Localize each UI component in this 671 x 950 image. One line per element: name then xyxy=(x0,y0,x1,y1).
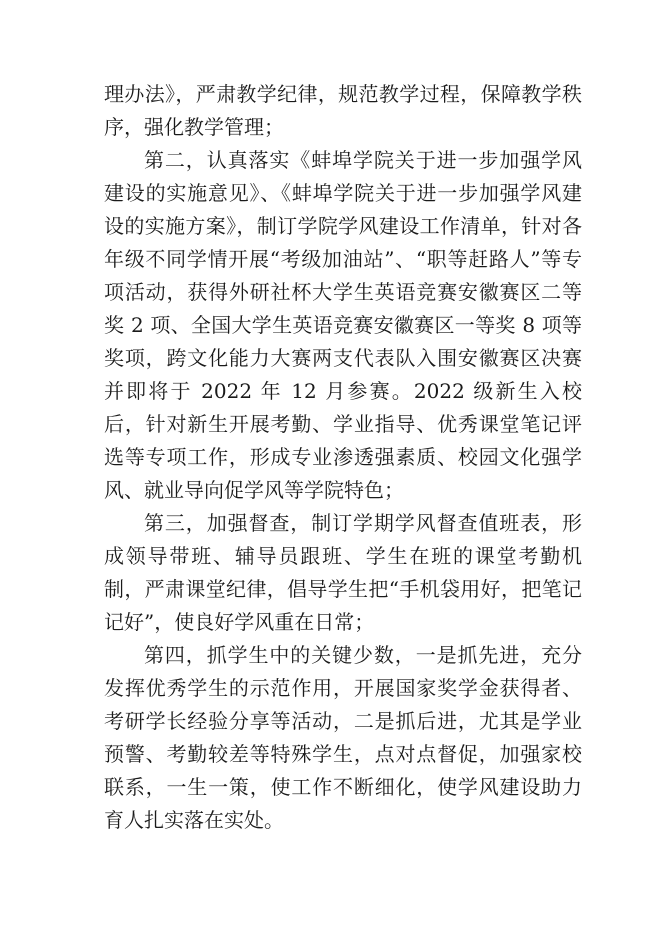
paragraph-third: 第三，加强督查，制订学期学风督查值班表，形成领导带班、辅导员跟班、学生在班的课堂考勤机制，严肃课堂纪律，倡导学生把“手机袋用好，把笔记记好”，使良好学风重在日常； xyxy=(104,511,582,634)
paragraph-fourth: 第四，抓学生中的关键少数，一是抓先进，充分发挥优秀学生的示范作用，开展国家奖学金获得者、考研学长经验分享等活动，二是抓后进，尤其是学业预警、考勤较差等特殊学生，点对点督促，加强家校联系，一生一策，使工作不断细化，使学风建设助力育人扎实落在实处。 xyxy=(104,643,582,832)
paragraph-second: 第二，认真落实《蚌埠学院关于进一步加强学风建设的实施意见》、《蚌埠学院关于进一步加强学风建设的实施方案》，制订学院学风建设工作清单，针对各年级不同学情开展“考级加油站”、“职等赶路人”等专项活动，获得外研社杯大学生英语竞赛安徽赛区二等奖 2 项、全国大学生英语竞赛安徽赛区一等奖 8 项等奖项，跨文化能力大赛两支代表队入围安徽赛区决赛并即将于 2022 年 12 月参赛。2022 级新生入校后，针对新生开展考勤、学业指导、优秀课堂笔记评选等专项工作，形成专业渗透强素质、校园文化强学风、就业导向促学风等学院特色； xyxy=(104,148,582,502)
paragraph-continuation: 理办法》，严肃教学纪律，规范教学过程，保障教学秩序，强化教学管理； xyxy=(104,82,582,139)
document-body xyxy=(104,78,582,837)
